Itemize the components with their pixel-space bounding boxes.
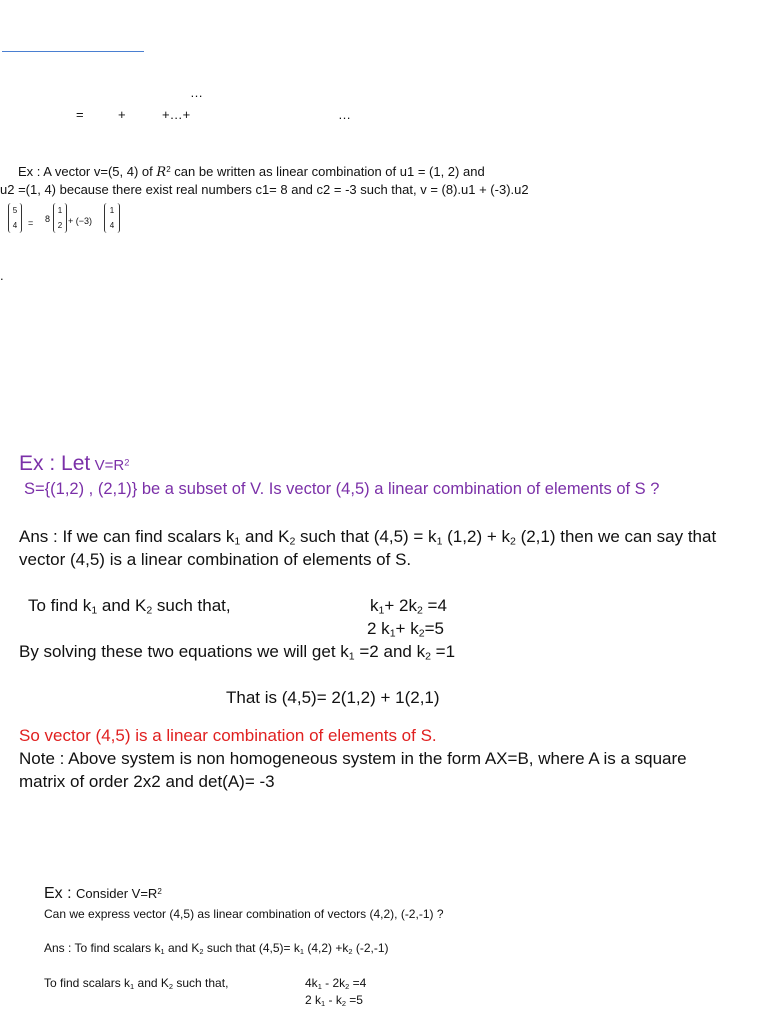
ex3-eq1-sub2: 2: [345, 981, 350, 991]
ex2-equation1: [370, 596, 447, 616]
ex1-line2: u2 =(1, 4) because there exist real numbers c1= 8 and c2 = -3 such that, v = (8).u1 + (-3).u2: [0, 182, 529, 197]
vector-u1-bottom: 2: [57, 221, 63, 230]
ex2-heading-superscript: 2: [124, 457, 130, 468]
plus-sign: +: [118, 107, 126, 122]
ex3-ans-sub4: 2: [348, 946, 353, 956]
ex2-solve-b: =2 and k: [354, 642, 426, 661]
vector-v: [8, 203, 22, 233]
ex2-question: S={(1,2) , (2,1)} be a subset of V. Is vector (4,5) a linear combination of elements of S ?: [24, 480, 660, 498]
ex2-tofind-sub1: 1: [91, 604, 98, 617]
ex3-heading: [44, 885, 162, 903]
ex2-eq1-a: k: [370, 596, 379, 615]
ex3-heading-a: Ex :: [44, 885, 77, 902]
ex2-tofind: [28, 596, 231, 616]
ex3-ans-c: such that (4,5)= k: [203, 941, 300, 955]
ex1-line1-text-a: Ex : A vector v=(5, 4) of: [18, 164, 153, 179]
ex2-ans-d: (1,2) + k: [442, 527, 510, 546]
equals-sign: =: [76, 107, 84, 122]
ex2-eq1-c: =4: [422, 596, 447, 615]
ex2-ans-e: (2,1) then we can say that: [515, 527, 717, 546]
ex2-eq1-sub1: 1: [378, 604, 385, 617]
ex3-ans-sub3: 1: [299, 946, 305, 956]
ex3-eq1-c: =4: [349, 976, 367, 990]
ex2-solve-c: =1: [430, 642, 456, 661]
vector-u1-top: 1: [57, 206, 63, 215]
ex2-eq2-b: + k: [395, 619, 419, 638]
vector-u1: [53, 203, 67, 233]
ex2-heading-text: Ex : Let: [19, 452, 91, 475]
vector-u2-top: 1: [109, 206, 115, 215]
ex2-that-is: That is (4,5)= 2(1,2) + 1(2,1): [226, 688, 440, 707]
ellipsis-right: …: [338, 107, 351, 122]
ex2-ans-sub1: 1: [234, 535, 241, 548]
ex1-R-superscript: 2: [166, 164, 171, 174]
ex3-eq2-a: 2 k: [305, 993, 322, 1007]
ex3-ans-a: Ans : To find scalars k: [44, 941, 161, 955]
ex2-eq2-c: =5: [424, 619, 444, 638]
ex2-solve-sub2: 2: [425, 650, 431, 663]
ex3-eq1-sub1: 1: [317, 981, 322, 991]
coefficient-c1: 8: [45, 214, 51, 224]
ex2-heading: [19, 452, 129, 476]
ex2-solve-a: By solving these two equations we will get k: [19, 642, 349, 661]
ex2-solving: [19, 642, 455, 662]
ex2-eq1-b: + 2k: [384, 596, 417, 615]
vector-u2: [104, 203, 120, 233]
ex1-R-symbol: R: [156, 165, 167, 180]
ex2-note-line2: matrix of order 2x2 and det(A)= -3: [19, 772, 275, 791]
ex2-ans-c: such that (4,5) = k: [295, 527, 437, 546]
plus-coefficient-c2: + (−3): [68, 216, 93, 226]
ex3-tofind-sub2: 2: [168, 981, 174, 991]
ex1-line1: [18, 164, 485, 180]
ex3-ans-d: (4,2) +k: [304, 941, 349, 955]
ex3-answer: [44, 941, 389, 955]
ex2-heading-space: V=R: [94, 457, 125, 474]
ex2-ans-a: Ans : If we can find scalars k: [19, 527, 235, 546]
vector-u2-bottom: 4: [109, 221, 115, 230]
ex3-tofind-c: such that,: [173, 976, 229, 990]
ex2-tofind-a: To find k: [28, 596, 92, 615]
ex2-answer-line1: [19, 527, 716, 547]
ex3-eq1-a: 4k: [305, 976, 318, 990]
ex2-eq2-sub2: 2: [418, 627, 425, 640]
ellipsis-upper: …: [190, 85, 203, 100]
vector-v-top: 5: [12, 206, 18, 215]
ex2-solve-sub1: 1: [348, 650, 355, 663]
ex3-tofind: [44, 976, 228, 990]
ex3-eq2-b: - k: [325, 993, 342, 1007]
ex2-conclusion: So vector (4,5) is a linear combination of elements of S.: [19, 726, 437, 745]
ex3-heading-superscript: 2: [157, 886, 162, 896]
ex3-tofind-b: and K: [134, 976, 169, 990]
ex2-ans-sub3: 1: [436, 535, 443, 548]
stray-dot: .: [0, 268, 4, 283]
ex3-tofind-sub1: 1: [130, 981, 135, 991]
ex2-tofind-b: and K: [97, 596, 147, 615]
ex3-ans-e: (-2,-1): [352, 941, 389, 955]
ex3-eq1-b: - 2k: [321, 976, 346, 990]
ex3-equation1: [305, 976, 366, 990]
ex3-ans-b: and K: [164, 941, 200, 955]
ex3-heading-b: Consider V=R: [76, 886, 158, 901]
ex3-eq2-sub2: 2: [341, 998, 346, 1008]
ex3-eq2-sub1: 1: [321, 998, 326, 1008]
ex2-note-line1: Note : Above system is non homogeneous system in the form AX=B, where A is a square: [19, 749, 687, 768]
ex2-eq2-sub1: 1: [389, 627, 396, 640]
ex2-ans-sub4: 2: [509, 535, 516, 548]
ex3-ans-sub2: 2: [199, 946, 204, 956]
ex2-eq1-sub2: 2: [416, 604, 423, 617]
ex3-equation2: [305, 993, 363, 1007]
ex2-answer-line2: vector (4,5) is a linear combination of elements of S.: [19, 550, 412, 569]
ex3-question: Can we express vector (4,5) as linear combination of vectors (4,2), (-2,-1) ?: [44, 907, 444, 921]
vector-v-bottom: 4: [12, 221, 18, 230]
ex2-equation2: [367, 619, 444, 639]
ex3-ans-sub1: 1: [160, 946, 165, 956]
plus-ellipsis-plus: +…+: [162, 107, 191, 122]
ex3-tofind-a: To find scalars k: [44, 976, 131, 990]
ex2-eq2-a: 2 k: [367, 619, 390, 638]
ex2-tofind-c: such that,: [152, 596, 231, 615]
ex2-ans-sub2: 2: [289, 535, 296, 548]
ex2-ans-b: and K: [240, 527, 290, 546]
top-rule: [2, 51, 144, 52]
matrix-equals: =: [28, 218, 34, 228]
ex3-eq2-c: =5: [345, 993, 363, 1007]
ex1-line1-text-b: can be written as linear combination of u1 = (1, 2) and: [174, 164, 485, 179]
ex2-tofind-sub2: 2: [146, 604, 153, 617]
